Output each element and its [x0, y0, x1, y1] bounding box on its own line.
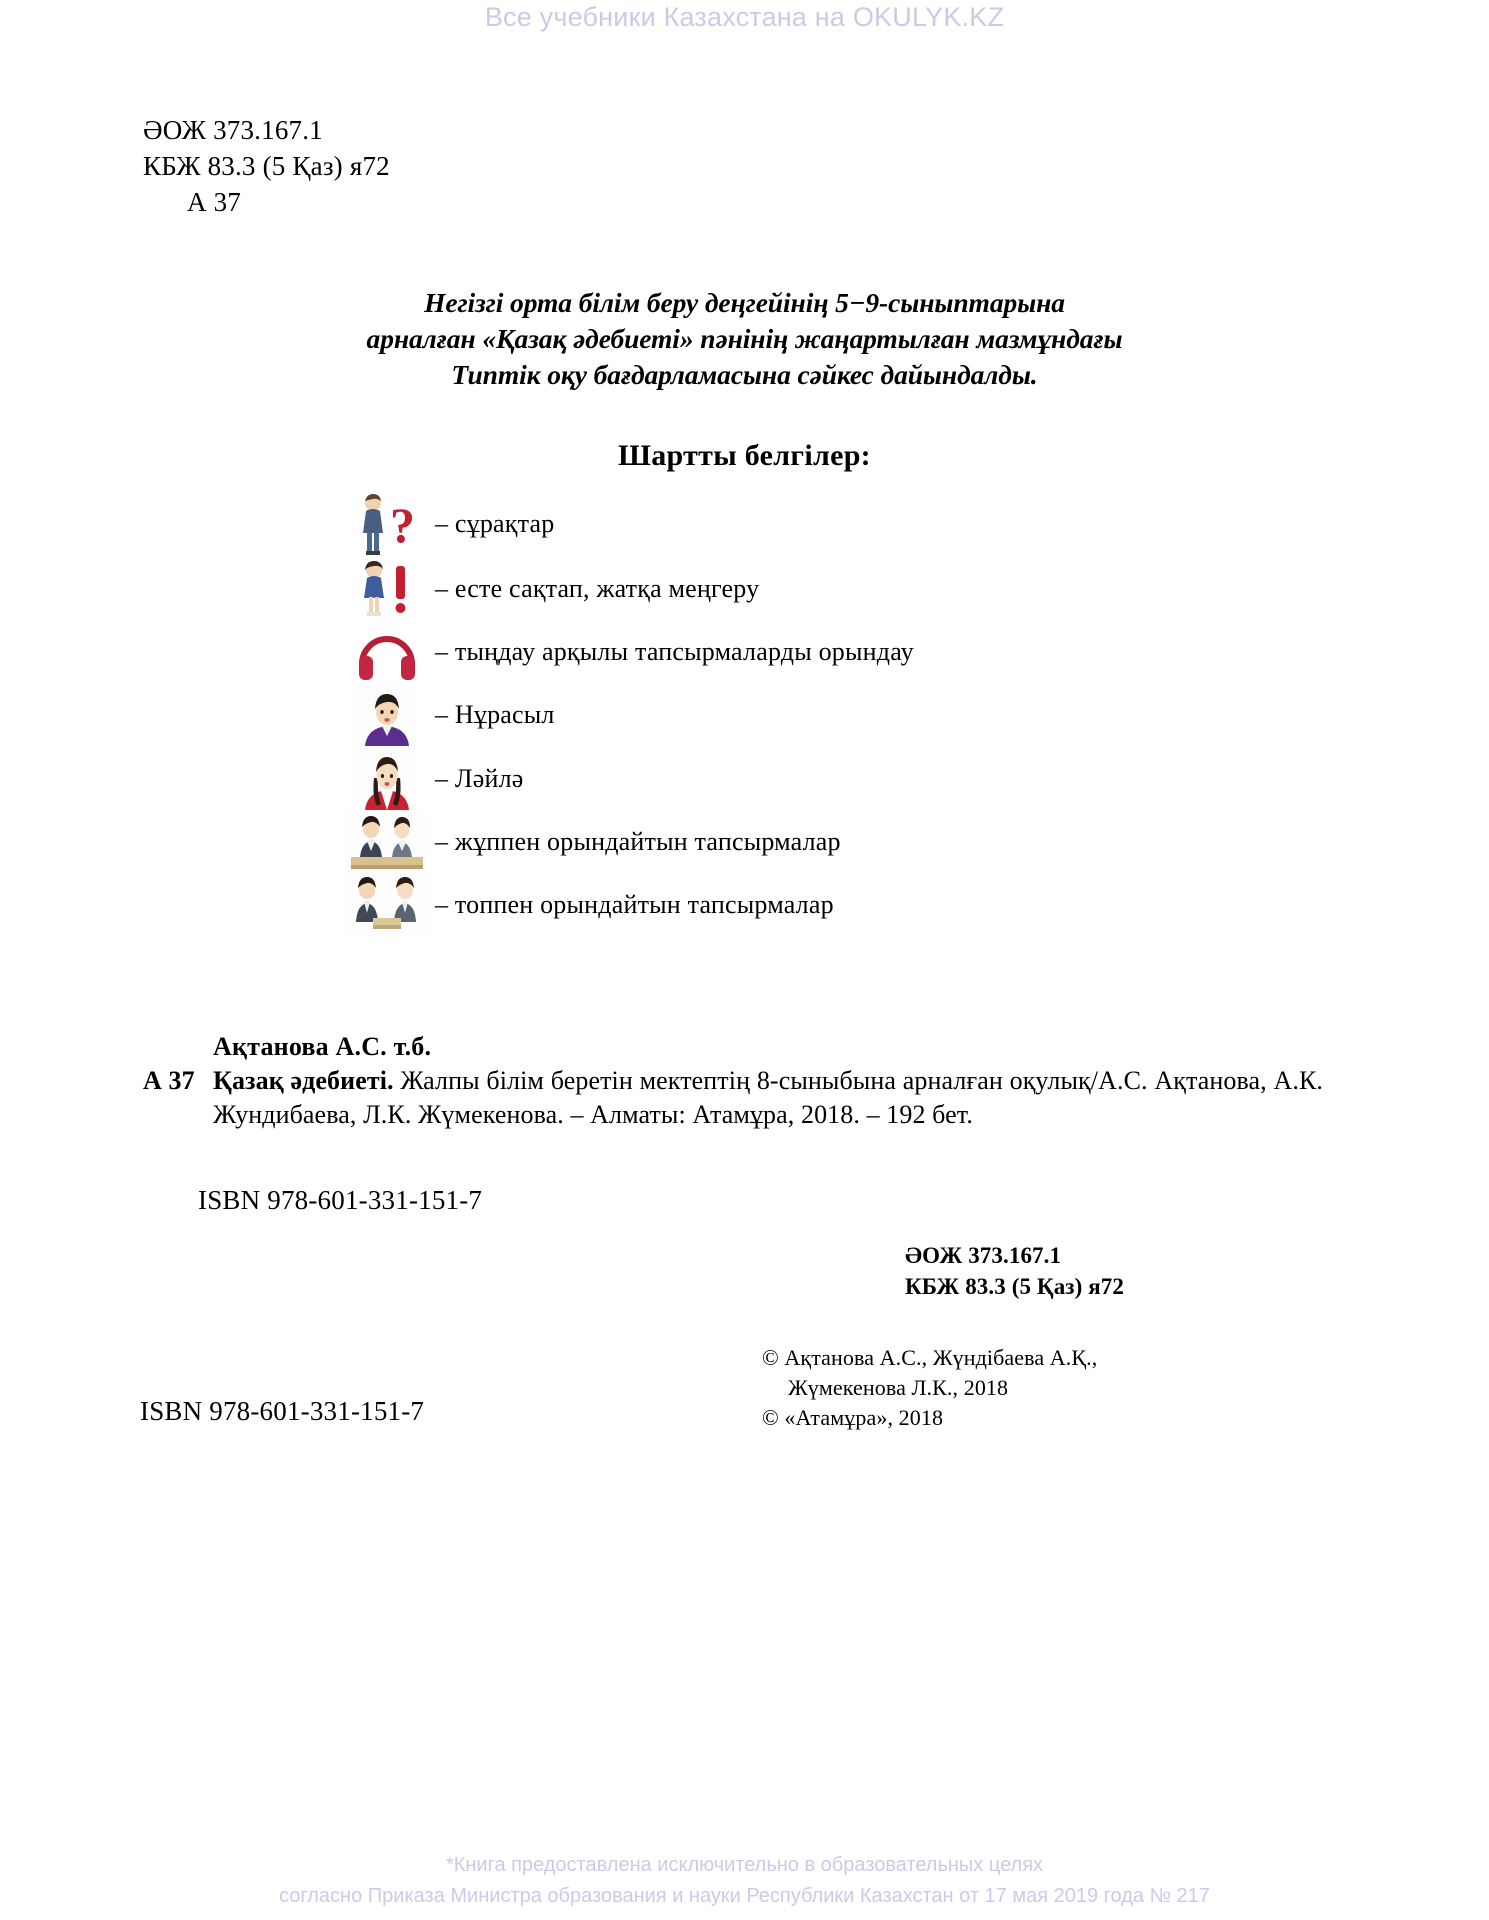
copyright-block	[762, 1343, 1097, 1433]
legend-item-group-work	[345, 874, 1245, 936]
legend-item-memorize	[345, 558, 1245, 620]
biblio-author: Ақтанова А.С. т.б.	[213, 1032, 432, 1061]
udc-code-right: ӘОЖ 373.167.1	[905, 1243, 1062, 1268]
pair-work-icon	[345, 812, 429, 872]
biblio-index: А 37	[143, 1066, 195, 1095]
headphones-icon	[345, 622, 429, 682]
boy-question-mark-icon	[345, 492, 429, 556]
classification-codes	[143, 112, 390, 220]
author-index-code: А 37	[187, 187, 242, 217]
legend-item-label: – Нұрасыл	[435, 700, 555, 729]
legend-item-pair-work	[345, 812, 1245, 872]
biblio-imprint: Жалпы білім беретін мектептің 8-сыныбына арналған оқулық/А.С. Ақтанова, А.К. Жундибаева, Л.К. Жүмекенова. – Алматы: Атамұра, 2018. – 192 бет.	[213, 1066, 1323, 1129]
legend-item-label: – Ләйлә	[435, 764, 524, 793]
group-work-icon	[345, 874, 429, 936]
boy-portrait-nurasyl-icon	[345, 684, 429, 746]
udc-code: ӘОЖ 373.167.1	[143, 115, 323, 145]
legend-item-label: – есте сақтап, жатқа меңгеру	[435, 574, 760, 603]
copyright-publisher: © «Атамұра», 2018	[762, 1405, 944, 1430]
program-note-line-3: Типтік оқу бағдарламасына сәйкес дайындалды.	[451, 359, 1038, 390]
program-note-line-2: арналған «Қазақ әдебиеті» пәнінің жаңартылған мазмұндағы	[366, 323, 1123, 354]
bbk-code: КБЖ 83.3 (5 Қаз) я72	[143, 151, 390, 181]
legend-item-lailya	[345, 748, 1245, 810]
copyright-authors-line-2: Жүмекенова Л.К., 2018	[788, 1375, 1009, 1400]
isbn-primary: ISBN 978-601-331-151-7	[198, 1185, 483, 1215]
legend-item-label: – жұппен орындайтын тапсырмалар	[435, 827, 841, 856]
legend-title: Шартты белгілер:	[618, 439, 871, 472]
biblio-title: Қазақ әдебиеті.	[213, 1066, 394, 1095]
bibliographic-record	[143, 1030, 1323, 1132]
classification-codes-right	[905, 1240, 1124, 1302]
site-watermark-footer	[0, 1850, 1489, 1912]
footer-note-line-2: согласно Приказа Министра образования и науки Республики Казахстан от 17 мая 2019 года № 217	[279, 1885, 1210, 1907]
site-watermark-top: Все учебники Казахстана на OKULYK.KZ	[484, 2, 1005, 32]
program-note-line-1: Негізгі орта білім беру деңгейінің 5−9-сыныптарына	[424, 287, 1065, 318]
legend-list	[345, 492, 1245, 938]
footer-note-line-1: *Книга предоставлена исключительно в образовательных целях	[445, 1854, 1044, 1876]
legend-item-label: – топпен орындайтын тапсырмалар	[435, 890, 834, 919]
svg-text:?: ?	[390, 497, 415, 553]
legend-item-label: – сұрақтар	[435, 509, 555, 538]
legend-item-listening	[345, 622, 1245, 682]
girl-portrait-lailya-icon	[345, 748, 429, 810]
legend-item-questions	[345, 492, 1245, 556]
legend-item-nurasyl	[345, 684, 1245, 746]
bbk-code-right: КБЖ 83.3 (5 Қаз) я72	[905, 1274, 1124, 1299]
program-compliance-note	[0, 285, 1489, 393]
girl-exclamation-mark-icon	[345, 558, 429, 620]
legend-item-label: – тыңдау арқылы тапсырмаларды орындау	[435, 637, 914, 666]
isbn-secondary: ISBN 978-601-331-151-7	[140, 1396, 425, 1426]
copyright-authors-line-1: © Ақтанова А.С., Жүндібаева А.Қ.,	[762, 1345, 1098, 1370]
biblio-description	[143, 1064, 1323, 1132]
